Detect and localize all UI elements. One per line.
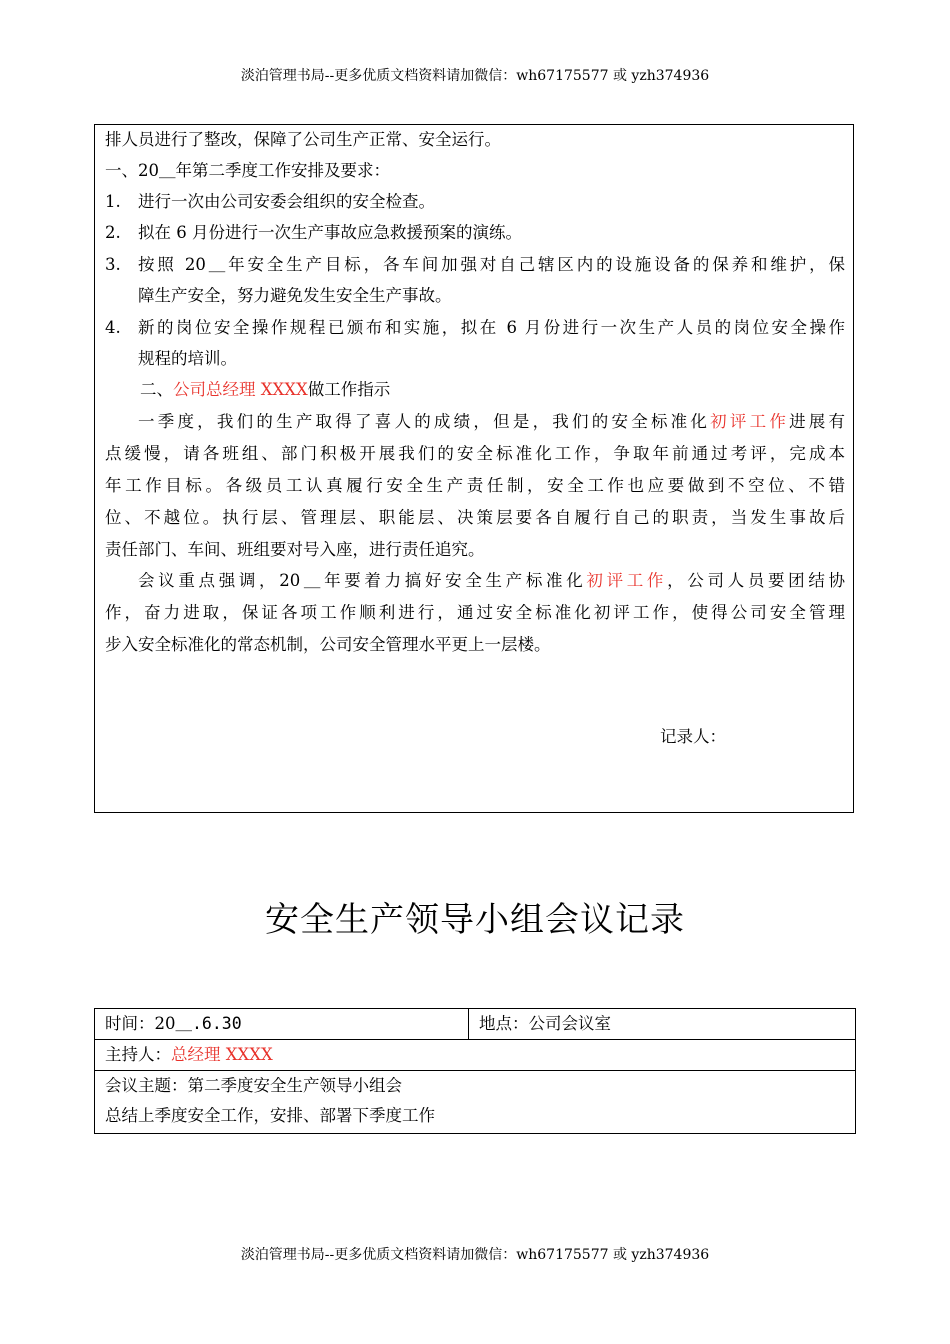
topic-cell bbox=[95, 1071, 856, 1134]
meeting-info-table bbox=[94, 1008, 856, 1134]
host-red: 总经理 XXXX bbox=[171, 1045, 273, 1064]
list-item: 拟在 6 月份进行一次生产事故应急救援预案的演练。 bbox=[138, 223, 522, 242]
section2-suffix: 做工作指示 bbox=[307, 380, 391, 399]
list-item: 新的岗位安全操作规程已颁布和实施，拟在 6 月份进行一次生产人员的岗位安全操作 bbox=[138, 318, 845, 337]
red-span: 初评工作 bbox=[586, 571, 668, 590]
paragraph-line: 步入安全标准化的常态机制，公司安全管理水平更上一层楼。 bbox=[105, 635, 551, 654]
table-row bbox=[95, 1071, 856, 1134]
text-span: 一季度，我们的生产取得了喜人的成绩，但是，我们的安全标准化 bbox=[138, 412, 711, 431]
paragraph-line: 作，奋力进取，保证各项工作顺利进行，通过安全标准化初评工作，使得公司安全管理 bbox=[105, 603, 845, 622]
text-span: ，公司人员要团结协 bbox=[667, 571, 846, 590]
list-item: 按照 20＿年安全生产目标，各车间加强对自己辖区内的设施设备的保养和维护，保 bbox=[138, 255, 845, 274]
time-cell bbox=[95, 1009, 469, 1040]
host-cell bbox=[95, 1040, 856, 1071]
list-number: 3. bbox=[105, 255, 121, 274]
section2-red: 公司总经理 XXXX bbox=[173, 380, 308, 399]
section2-prefix: 二、 bbox=[140, 380, 173, 399]
paragraph-line: 年工作目标。各级员工认真履行安全生产责任制，安全工作也应要做到不空位、不错 bbox=[105, 476, 845, 495]
time-value: ＿.6.30 bbox=[175, 1014, 242, 1033]
text-span: 会议重点强调，20＿年要着力搞好安全生产标准化 bbox=[138, 571, 587, 590]
list-number: 4. bbox=[105, 318, 121, 337]
time-label: 时间：20 bbox=[105, 1014, 176, 1033]
paragraph-line bbox=[138, 566, 845, 596]
page-header: 淡泊管理书局--更多优质文档资料请加微信：wh67175577 或 yzh374936 bbox=[240, 68, 710, 84]
recorder-label: 记录人： bbox=[660, 727, 726, 746]
section-heading: 一、20＿年第二季度工作安排及要求： bbox=[105, 161, 390, 180]
paragraph-line bbox=[138, 407, 845, 437]
list-number: 1. bbox=[105, 192, 121, 211]
page-title: 安全生产领导小组会议记录 bbox=[265, 900, 685, 940]
topic-line-2: 总结上季度安全工作，安排、部署下季度工作 bbox=[105, 1106, 435, 1125]
text-span: 进展有 bbox=[789, 412, 846, 431]
section-heading-2 bbox=[140, 375, 845, 405]
red-span: 初评工作 bbox=[710, 412, 790, 431]
table-row bbox=[95, 1009, 856, 1040]
topic-line-1: 会议主题：第二季度安全生产领导小组会 bbox=[105, 1076, 402, 1095]
list-item-cont: 规程的培训。 bbox=[138, 349, 237, 368]
list-number: 2. bbox=[105, 223, 121, 242]
page-footer: 淡泊管理书局--更多优质文档资料请加微信：wh67175577 或 yzh374936 bbox=[240, 1247, 710, 1263]
list-item: 进行一次由公司安委会组织的安全检查。 bbox=[138, 192, 435, 211]
list-item-cont: 障生产安全，努力避免发生安全生产事故。 bbox=[138, 286, 452, 305]
paragraph-line: 点缓慢，请各班组、部门积极开展我们的安全标准化工作，争取年前通过考评，完成本 bbox=[105, 444, 845, 463]
paragraph-line: 责任部门、车间、班组要对号入座，进行责任追究。 bbox=[105, 540, 485, 559]
table-row bbox=[95, 1040, 856, 1071]
host-label: 主持人： bbox=[105, 1045, 171, 1064]
place-cell: 地点：公司会议室 bbox=[469, 1009, 856, 1040]
paragraph-line: 位、不越位。执行层、管理层、职能层、决策层要各自履行自己的职责，当发生事故后 bbox=[105, 508, 845, 527]
text-line: 排人员进行了整改，保障了公司生产正常、安全运行。 bbox=[105, 130, 501, 149]
minutes-content-box bbox=[94, 124, 854, 813]
